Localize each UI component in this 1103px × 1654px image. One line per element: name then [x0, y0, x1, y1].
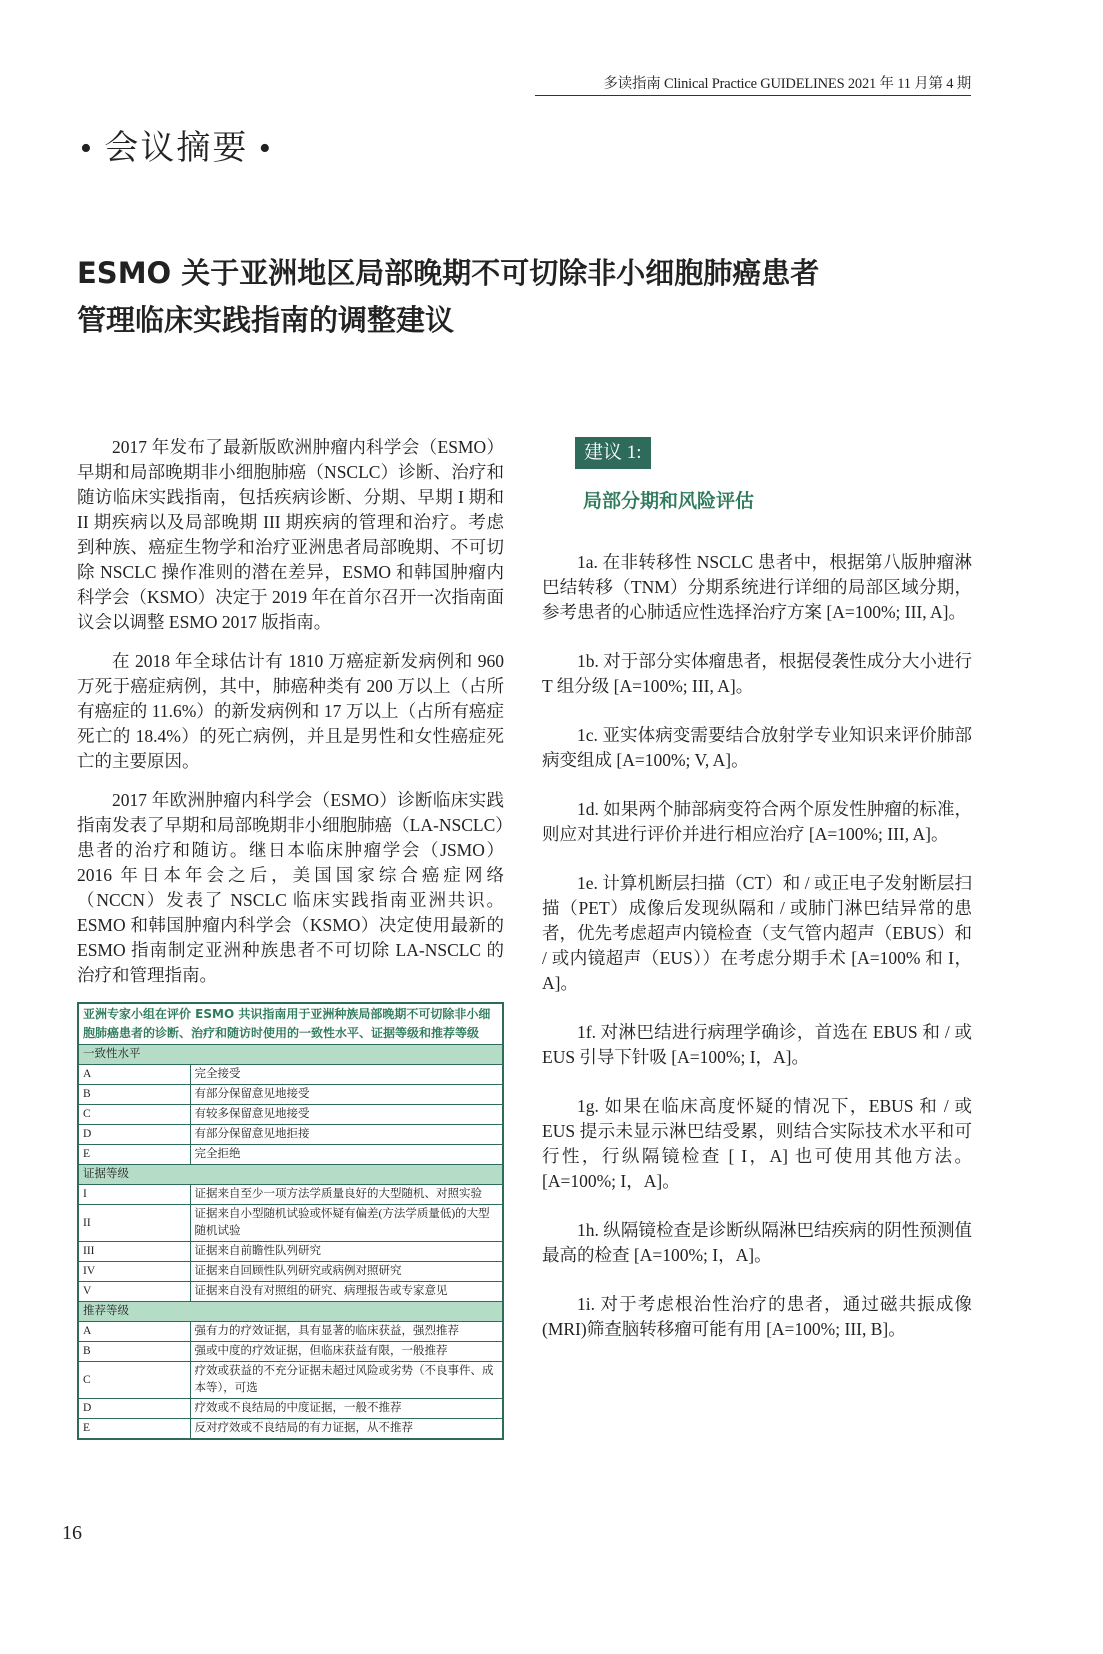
row-description: 证据来自前瞻性队列研究: [190, 1242, 503, 1262]
group-label: 证据等级: [78, 1165, 503, 1185]
paragraph: 在 2018 年全球估计有 1810 万癌症新发病例和 960 万死于癌症病例，其中，肺癌种类有 200 万以上（占所有癌症的 11.6%）的新发病例和 17 万以上（占所有癌症死亡的 18.4%）的死亡病例，并且是男性和女性癌症死亡的主要原因。: [77, 651, 504, 771]
table-row: [78, 1262, 503, 1282]
row-grade: A: [78, 1065, 190, 1085]
article-title: [77, 250, 977, 344]
row-description: 证据来自没有对照组的研究、病理报告或专家意见: [190, 1282, 503, 1302]
row-grade: E: [78, 1145, 190, 1165]
row-grade: III: [78, 1242, 190, 1262]
row-description: 完全接受: [190, 1065, 503, 1085]
row-grade: A: [78, 1322, 190, 1342]
running-header: 多读指南 Clinical Practice GUIDELINES 2021 年 11 月第 4 期: [535, 72, 971, 96]
recommendation-item: 1c. 亚实体病变需要结合放射学专业知识来评价肺部病变组成 [A=100%; V, A]。: [542, 725, 972, 770]
recommendation-item: 1e. 计算机断层扫描（CT）和 / 或正电子发射断层扫描（PET）成像后发现纵隔和 / 或肺门淋巴结异常的患者，优先考虑超声内镜检查（支气管内超声（EBUS）和 / 或内镜超声（EUS））在考虑分期手术 [A=100% 和 I，A]。: [542, 873, 972, 993]
table-row: [78, 1322, 503, 1342]
table-group-header: [78, 1302, 503, 1322]
table-row: [78, 1342, 503, 1362]
table-group-header: [78, 1045, 503, 1065]
row-grade: D: [78, 1125, 190, 1145]
recommendation-item: 1h. 纵隔镜检查是诊断纵隔淋巴结疾病的阴性预测值最高的检查 [A=100%; I，A]。: [542, 1220, 972, 1265]
row-grade: B: [78, 1085, 190, 1105]
row-description: 证据来自至少一项方法学质量良好的大型随机、对照实验: [190, 1185, 503, 1205]
row-description: 疗效或获益的不充分证据未超过风险或劣势（不良事件、成本等），可选: [190, 1362, 503, 1399]
row-description: 强有力的疗效证据，具有显著的临床获益，强烈推荐: [190, 1322, 503, 1342]
row-grade: D: [78, 1399, 190, 1419]
table-row: [78, 1242, 503, 1262]
table-row: [78, 1105, 503, 1125]
group-label: 推荐等级: [78, 1302, 503, 1322]
row-description: 证据来自回顾性队列研究或病例对照研究: [190, 1262, 503, 1282]
table-row: [78, 1085, 503, 1105]
row-grade: C: [78, 1105, 190, 1125]
row-description: 有较多保留意见地接受: [190, 1105, 503, 1125]
row-grade: B: [78, 1342, 190, 1362]
table-row: [78, 1362, 503, 1399]
table-row: [78, 1282, 503, 1302]
row-grade: V: [78, 1282, 190, 1302]
group-label: 一致性水平: [78, 1045, 503, 1065]
right-column: [542, 550, 972, 1366]
left-column: [77, 435, 504, 1440]
recommendation-item: 1g. 如果在临床高度怀疑的情况下，EBUS 和 / 或 EUS 提示未显示淋巴结受累，则结合实际技术水平和可行性，行纵隔镜检查 [ I，A] 也可使用其他方法。[A=100%; I，A]。: [542, 1096, 972, 1191]
recommendation-item: 1d. 如果两个肺部病变符合两个原发性肿瘤的标准，则应对其进行评价并进行相应治疗 [A=100%; III, A]。: [542, 799, 972, 844]
table-caption: 亚洲专家小组在评价 ESMO 共识指南用于亚洲种族局部晚期不可切除非小细胞肺癌患者的诊断、治疗和随访时使用的一致性水平、证据等级和推荐等级: [78, 1003, 503, 1045]
recommendation-subtitle: 局部分期和风险评估: [583, 490, 755, 512]
row-description: 强或中度的疗效证据，但临床获益有限，一般推荐: [190, 1342, 503, 1362]
row-description: 疗效或不良结局的中度证据，一般不推荐: [190, 1399, 503, 1419]
title-line: 管理临床实践指南的调整建议: [77, 303, 455, 337]
row-description: 有部分保留意见地拒接: [190, 1125, 503, 1145]
recommendation-item: 1i. 对于考虑根治性治疗的患者，通过磁共振成像(MRI)筛查脑转移瘤可能有用 [A=100%; III, B]。: [542, 1294, 972, 1339]
table-row: [78, 1419, 503, 1440]
page-number: 16: [62, 1522, 82, 1544]
table-row: [78, 1205, 503, 1242]
recommendation-item: 1b. 对于部分实体瘤患者，根据侵袭性成分大小进行 T 组分级 [A=100%; III, A]。: [542, 651, 972, 696]
recommendation-item: 1f. 对淋巴结进行病理学确诊，首选在 EBUS 和 / 或 EUS 引导下针吸 [A=100%; I，A]。: [542, 1022, 972, 1067]
row-grade: I: [78, 1185, 190, 1205]
row-description: 反对疗效或不良结局的有力证据，从不推荐: [190, 1419, 503, 1440]
row-description: 完全拒绝: [190, 1145, 503, 1165]
row-grade: IV: [78, 1262, 190, 1282]
recommendation-item: 1a. 在非转移性 NSCLC 患者中，根据第八版肿瘤淋巴结转移（TNM）分期系统进行详细的局部区域分期，参考患者的心肺适应性选择治疗方案 [A=100%; III, A]。: [542, 552, 972, 622]
title-line: ESMO 关于亚洲地区局部晚期不可切除非小细胞肺癌患者: [77, 256, 820, 290]
grading-table: [77, 1002, 504, 1440]
paragraph: 2017 年欧洲肿瘤内科学会（ESMO）诊断临床实践指南发表了早期和局部晚期非小细胞肺癌（LA-NSCLC）患者的治疗和随访。继日本临床肿瘤学会（JSMO）2016 年日本年会之后，美国国家综合癌症网络（NCCN）发表了 NSCLC 临床实践指南亚洲共识。ESMO 和韩国肿瘤内科学会（KSMO）决定使用最新的 ESMO 指南制定亚洲种族患者不可切除 LA-NSCLC 的治疗和管理指南。: [77, 790, 504, 985]
table-row: [78, 1185, 503, 1205]
paragraph: 2017 年发布了最新版欧洲肿瘤内科学会（ESMO）早期和局部晚期非小细胞肺癌（NSCLC）诊断、治疗和随访临床实践指南，包括疾病诊断、分期、早期 I 期和 II 期疾病以及局部晚期 III 期疾病的管理和治疗。考虑到种族、癌症生物学和治疗亚洲患者局部晚期、不可切除 NSCLC 操作准则的潜在差异，ESMO 和韩国肿瘤内科学会（KSMO）决定于 2019 年在首尔召开一次指南面议会以调整 ESMO 2017 版指南。: [77, 437, 504, 632]
table-row: [78, 1125, 503, 1145]
table-row: [78, 1145, 503, 1165]
row-description: 证据来自小型随机试验或怀疑有偏差(方法学质量低)的大型随机试验: [190, 1205, 503, 1242]
row-grade: E: [78, 1419, 190, 1440]
table-row: [78, 1399, 503, 1419]
row-description: 有部分保留意见地接受: [190, 1085, 503, 1105]
recommendation-badge: 建议 1:: [575, 437, 651, 469]
table-row: [78, 1065, 503, 1085]
table-group-header: [78, 1165, 503, 1185]
row-grade: C: [78, 1362, 190, 1399]
section-label: • 会议摘要 •: [80, 130, 273, 167]
row-grade: II: [78, 1205, 190, 1242]
